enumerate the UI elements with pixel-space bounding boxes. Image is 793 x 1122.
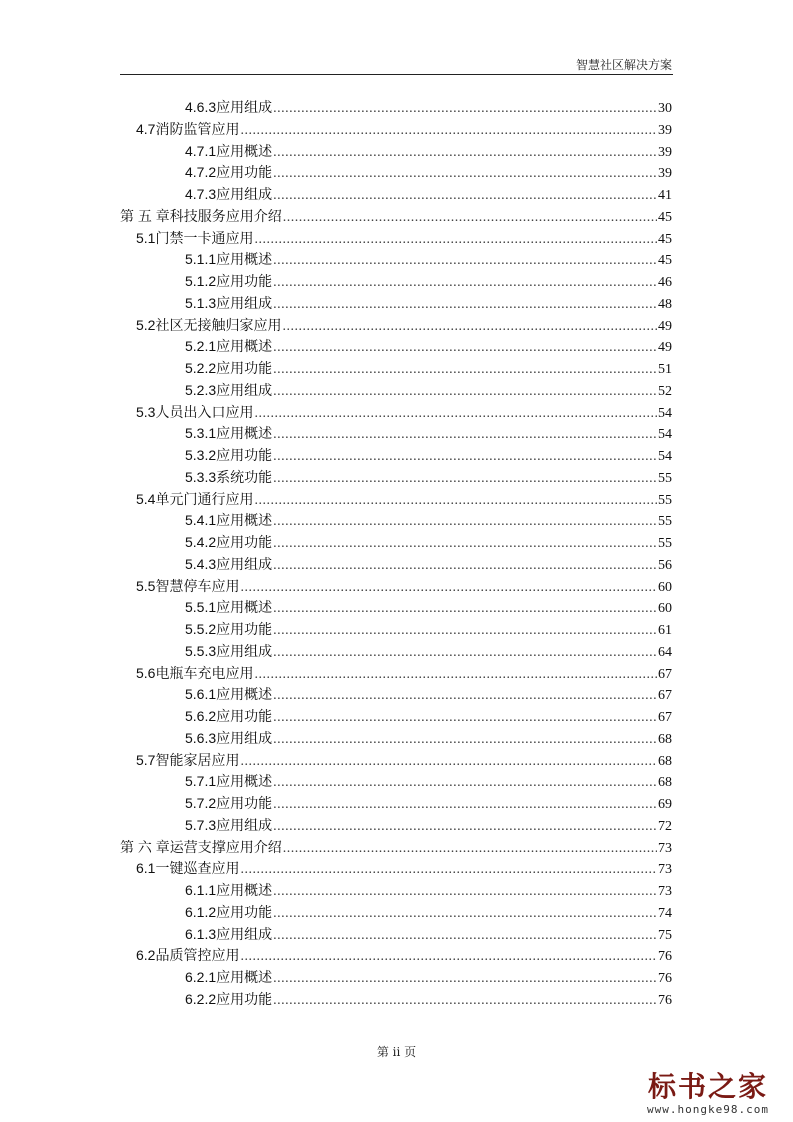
toc-entry-title: 应用组成 xyxy=(216,100,273,116)
toc-entry-title: 应用功能 xyxy=(216,448,273,464)
toc-dot-leader xyxy=(273,534,657,554)
toc-entry-title: 一键巡查应用 xyxy=(155,861,240,878)
toc-entry-number: 5.4.3 xyxy=(185,555,217,572)
toc-entry[interactable] xyxy=(185,967,672,987)
toc-entry-number: 5.1.1 xyxy=(185,251,217,268)
toc-entry[interactable] xyxy=(120,206,672,226)
toc-dot-leader xyxy=(273,643,657,663)
toc-dot-leader xyxy=(283,208,657,228)
toc-dot-leader xyxy=(273,164,657,184)
toc-entry-page: 64 xyxy=(658,644,672,660)
toc-dot-leader xyxy=(273,273,657,293)
toc-entry-page: 73 xyxy=(658,884,672,899)
toc-dot-leader xyxy=(254,665,657,685)
toc-entry[interactable] xyxy=(185,97,672,117)
toc-entry-title: 应用功能 xyxy=(216,622,273,638)
toc-entry-number: 6.2.2 xyxy=(185,990,217,1007)
toc-entry-title: 应用功能 xyxy=(216,361,273,377)
toc-entry-number: 6.1.2 xyxy=(185,903,217,920)
toc-entry-number: 第 六 章 xyxy=(120,838,170,855)
toc-entry-number: 5.7.3 xyxy=(185,816,217,833)
toc-entry-page: 39 xyxy=(658,122,672,138)
toc-dot-leader xyxy=(240,578,657,598)
toc-entry[interactable] xyxy=(185,597,672,617)
toc-entry-page: 55 xyxy=(658,536,672,551)
toc-dot-leader xyxy=(240,121,657,141)
toc-entry-page: 39 xyxy=(658,166,672,182)
toc-entry-page: 39 xyxy=(658,144,672,160)
page-number: 第 ii 页 xyxy=(376,1045,417,1059)
toc-entry-title: 应用组成 xyxy=(216,926,273,943)
toc-entry[interactable] xyxy=(185,445,672,465)
toc-dot-leader xyxy=(273,795,657,815)
toc-entry-page: 54 xyxy=(658,405,672,421)
toc-entry-number: 5.2.3 xyxy=(185,381,217,398)
toc-entry[interactable] xyxy=(185,880,672,900)
toc-entry-title: 应用概述 xyxy=(216,687,273,704)
toc-entry[interactable] xyxy=(185,771,672,791)
toc-entry-title: 系统功能 xyxy=(216,469,273,486)
toc-entry[interactable] xyxy=(185,728,672,748)
toc-entry[interactable] xyxy=(185,510,672,530)
toc-entry-page: 48 xyxy=(658,296,672,312)
toc-entry[interactable] xyxy=(185,467,672,487)
toc-entry-title: 应用功能 xyxy=(216,991,273,1008)
toc-entry-number: 4.7.2 xyxy=(185,164,217,181)
toc-dot-leader xyxy=(282,317,657,337)
toc-entry-title: 应用概述 xyxy=(216,883,273,899)
toc-entry-title: 科技服务应用介绍 xyxy=(169,208,282,225)
toc-dot-leader xyxy=(254,230,657,250)
toc-entry-number: 5.3.1 xyxy=(185,425,217,442)
toc-entry-number: 5.5.2 xyxy=(185,621,217,637)
toc-entry-title: 应用组成 xyxy=(216,295,273,312)
toc-dot-leader xyxy=(273,599,657,619)
toc-dot-leader xyxy=(273,686,657,706)
toc-entry-number: 5.2 xyxy=(136,316,156,333)
toc-entry[interactable] xyxy=(136,945,672,965)
toc-dot-leader xyxy=(273,338,657,358)
toc-entry-title: 应用功能 xyxy=(216,904,273,921)
toc-entry[interactable] xyxy=(136,489,672,509)
toc-entry-title: 应用概述 xyxy=(216,143,273,160)
toc-entry-page: 76 xyxy=(658,992,672,1008)
toc-entry[interactable] xyxy=(136,402,672,422)
toc-entry-title: 运营支撑应用介绍 xyxy=(169,839,282,856)
toc-entry-title: 智能家居应用 xyxy=(155,752,240,769)
toc-entry[interactable] xyxy=(185,924,672,944)
toc-dot-leader xyxy=(273,186,657,206)
toc-entry-number: 5.1.2 xyxy=(185,273,217,289)
toc-dot-leader xyxy=(273,882,657,902)
header-divider xyxy=(120,74,673,75)
toc-dot-leader xyxy=(240,947,657,967)
toc-entry-number: 5.5.1 xyxy=(185,599,217,616)
toc-entry-page: 45 xyxy=(658,209,672,225)
toc-dot-leader xyxy=(273,904,657,924)
toc-entry-page: 73 xyxy=(658,840,672,856)
toc-entry[interactable] xyxy=(185,271,672,291)
toc-entry-page: 68 xyxy=(658,775,672,791)
toc-entry-page: 75 xyxy=(658,927,672,943)
toc-entry[interactable] xyxy=(185,619,672,639)
toc-dot-leader xyxy=(273,621,657,641)
toc-dot-leader xyxy=(273,708,657,728)
toc-entry-page: 55 xyxy=(658,470,672,486)
toc-entry-title: 单元门通行应用 xyxy=(155,491,254,508)
toc-entry-page: 60 xyxy=(658,601,672,617)
toc-entry[interactable] xyxy=(120,837,672,857)
toc-entry-page: 69 xyxy=(658,797,672,812)
toc-entry-title: 应用概述 xyxy=(216,513,273,530)
toc-dot-leader xyxy=(240,752,657,772)
toc-entry-title: 应用组成 xyxy=(216,643,273,660)
toc-entry[interactable] xyxy=(136,315,672,335)
toc-dot-leader xyxy=(273,143,657,163)
toc-entry[interactable] xyxy=(185,815,672,835)
toc-entry-number: 5.6.3 xyxy=(185,729,217,746)
toc-entry-number: 4.7.3 xyxy=(185,186,217,202)
toc-entry-title: 应用功能 xyxy=(216,535,273,551)
toc-entry-number: 5.3 xyxy=(136,403,156,420)
toc-entry[interactable] xyxy=(185,184,672,204)
toc-entry[interactable] xyxy=(185,249,672,269)
toc-entry-page: 56 xyxy=(658,557,672,573)
watermark xyxy=(633,1071,783,1116)
toc-entry[interactable] xyxy=(136,576,672,596)
toc-dot-leader xyxy=(273,926,657,946)
toc-entry-page: 74 xyxy=(658,905,672,921)
toc-entry-number: 5.4 xyxy=(136,490,156,507)
toc-entry-title: 应用功能 xyxy=(216,274,273,290)
watermark-logo: 标书之家 xyxy=(647,1070,768,1103)
toc-entry[interactable] xyxy=(185,902,672,922)
toc-entry-page: 46 xyxy=(658,275,672,290)
toc-dot-leader xyxy=(273,382,657,402)
toc-entry-number: 6.1.3 xyxy=(185,925,217,942)
toc-entry-title: 应用概述 xyxy=(216,252,273,269)
toc-entry-title: 应用功能 xyxy=(216,165,273,182)
toc-entry-title: 消防监管应用 xyxy=(155,121,240,138)
toc-entry-title: 应用组成 xyxy=(216,817,273,834)
toc-entry-number: 5.5.3 xyxy=(185,642,217,659)
toc-entry-title: 应用功能 xyxy=(216,796,273,812)
toc-entry-number: 6.2 xyxy=(136,947,156,964)
toc-entry-number: 5.2.1 xyxy=(185,338,217,355)
toc-entry-page: 51 xyxy=(658,362,672,377)
toc-entry-page: 76 xyxy=(658,949,672,965)
toc-entry-page: 60 xyxy=(658,579,672,595)
toc-dot-leader xyxy=(273,469,657,489)
toc-entry-number: 5.6.2 xyxy=(185,708,217,724)
toc-entry[interactable] xyxy=(136,750,672,770)
toc-dot-leader xyxy=(273,447,657,467)
toc-entry-page: 55 xyxy=(658,492,672,508)
toc-dot-leader xyxy=(254,404,657,424)
toc-entry-number: 5.5 xyxy=(136,577,156,594)
toc-entry-number: 4.6.3 xyxy=(185,99,217,115)
toc-entry-number: 4.7 xyxy=(136,120,156,137)
toc-entry[interactable] xyxy=(185,380,672,400)
toc-entry-number: 5.4.2 xyxy=(185,534,217,550)
toc-entry-number: 第 五 章 xyxy=(120,207,170,224)
toc-entry-page: 55 xyxy=(658,514,672,530)
toc-entry-number: 5.7.2 xyxy=(185,795,217,811)
toc-dot-leader xyxy=(273,295,657,315)
watermark-url: www.hongke98.com xyxy=(647,1103,769,1116)
toc-entry-number: 5.6 xyxy=(136,664,156,681)
toc-entry-page: 73 xyxy=(658,862,672,878)
toc-entry-page: 45 xyxy=(658,231,672,247)
toc-dot-leader xyxy=(273,99,657,119)
toc-entry[interactable] xyxy=(185,423,672,443)
toc-entry-number: 5.6.1 xyxy=(185,686,217,703)
toc-entry-number: 6.1.1 xyxy=(185,882,217,898)
toc-dot-leader xyxy=(273,969,657,989)
toc-entry-title: 社区无接触归家应用 xyxy=(155,317,282,334)
toc-dot-leader xyxy=(273,556,657,576)
toc-entry-number: 5.3.3 xyxy=(185,468,217,485)
toc-entry-number: 5.7.1 xyxy=(185,773,217,790)
toc-entry-page: 52 xyxy=(658,383,672,399)
toc-entry-title: 品质管控应用 xyxy=(155,948,240,965)
toc-entry-number: 4.7.1 xyxy=(185,142,217,159)
toc-entry[interactable] xyxy=(185,336,672,356)
toc-entry-number: 6.1 xyxy=(136,860,156,877)
toc-dot-leader xyxy=(273,730,657,750)
toc-entry-number: 5.3.2 xyxy=(185,447,217,463)
toc-entry-title: 应用组成 xyxy=(216,187,273,203)
toc-entry-title: 电瓶车充电应用 xyxy=(155,665,254,682)
toc-entry-title: 人员出入口应用 xyxy=(155,404,254,421)
toc-entry[interactable] xyxy=(136,119,672,139)
toc-entry-page: 41 xyxy=(658,188,672,203)
toc-entry-title: 应用概述 xyxy=(216,339,273,356)
toc-entry-title: 应用组成 xyxy=(216,382,273,399)
toc-entry-page: 54 xyxy=(658,449,672,464)
toc-dot-leader xyxy=(273,360,657,380)
toc-entry-page: 76 xyxy=(658,971,672,986)
toc-entry[interactable] xyxy=(136,663,672,683)
toc-dot-leader xyxy=(273,425,657,445)
toc-entry-page: 67 xyxy=(658,710,672,725)
toc-entry[interactable] xyxy=(185,641,672,661)
toc-entry-page: 67 xyxy=(658,666,672,682)
toc-entry[interactable] xyxy=(185,162,672,182)
toc-dot-leader xyxy=(273,251,657,271)
toc-entry[interactable] xyxy=(136,228,672,248)
toc-entry-title: 应用组成 xyxy=(216,556,273,573)
toc-entry[interactable] xyxy=(185,532,672,552)
toc-entry-number: 5.1.3 xyxy=(185,294,217,311)
toc-entry-page: 49 xyxy=(658,340,672,356)
toc-entry-page: 61 xyxy=(658,623,672,638)
toc-entry-number: 5.4.1 xyxy=(185,512,217,529)
toc-dot-leader xyxy=(283,839,657,859)
toc-entry-title: 应用概述 xyxy=(216,426,273,443)
toc-entry[interactable] xyxy=(185,793,672,813)
toc-dot-leader xyxy=(240,860,657,880)
toc-entry[interactable] xyxy=(136,858,672,878)
toc-entry-number: 6.2.1 xyxy=(185,969,217,985)
toc-entry-number: 5.1 xyxy=(136,229,156,246)
toc-entry-page: 54 xyxy=(658,427,672,443)
toc-entry-page: 30 xyxy=(658,101,672,116)
toc-dot-leader xyxy=(273,991,657,1011)
toc-entry-page: 68 xyxy=(658,731,672,747)
toc-entry-page: 72 xyxy=(658,818,672,834)
page-header-title: 智慧社区解决方案 xyxy=(575,58,672,72)
toc-entry-title: 应用组成 xyxy=(216,730,273,747)
toc-entry-page: 49 xyxy=(658,318,672,334)
toc-entry[interactable] xyxy=(185,141,672,161)
toc-entry[interactable] xyxy=(185,684,672,704)
toc-entry[interactable] xyxy=(185,358,672,378)
toc-entry-number: 5.2.2 xyxy=(185,360,217,376)
toc-entry[interactable] xyxy=(185,989,672,1009)
toc-entry-title: 门禁一卡通应用 xyxy=(155,230,254,247)
toc-dot-leader xyxy=(254,491,657,511)
toc-entry[interactable] xyxy=(185,293,672,313)
toc-dot-leader xyxy=(273,512,657,532)
toc-entry-title: 应用概述 xyxy=(216,970,273,986)
toc-entry-number: 5.7 xyxy=(136,751,156,768)
toc-entry-page: 68 xyxy=(658,753,672,769)
toc-dot-leader xyxy=(273,817,657,837)
toc-entry-page: 45 xyxy=(658,253,672,269)
toc-entry[interactable] xyxy=(185,554,672,574)
toc-entry-title: 应用概述 xyxy=(216,774,273,791)
toc-dot-leader xyxy=(273,773,657,793)
toc-entry-title: 智慧停车应用 xyxy=(155,578,240,595)
toc-entry[interactable] xyxy=(185,706,672,726)
toc-entry-title: 应用功能 xyxy=(216,709,273,725)
toc-entry-title: 应用概述 xyxy=(216,600,273,617)
toc-entry-page: 67 xyxy=(658,688,672,704)
